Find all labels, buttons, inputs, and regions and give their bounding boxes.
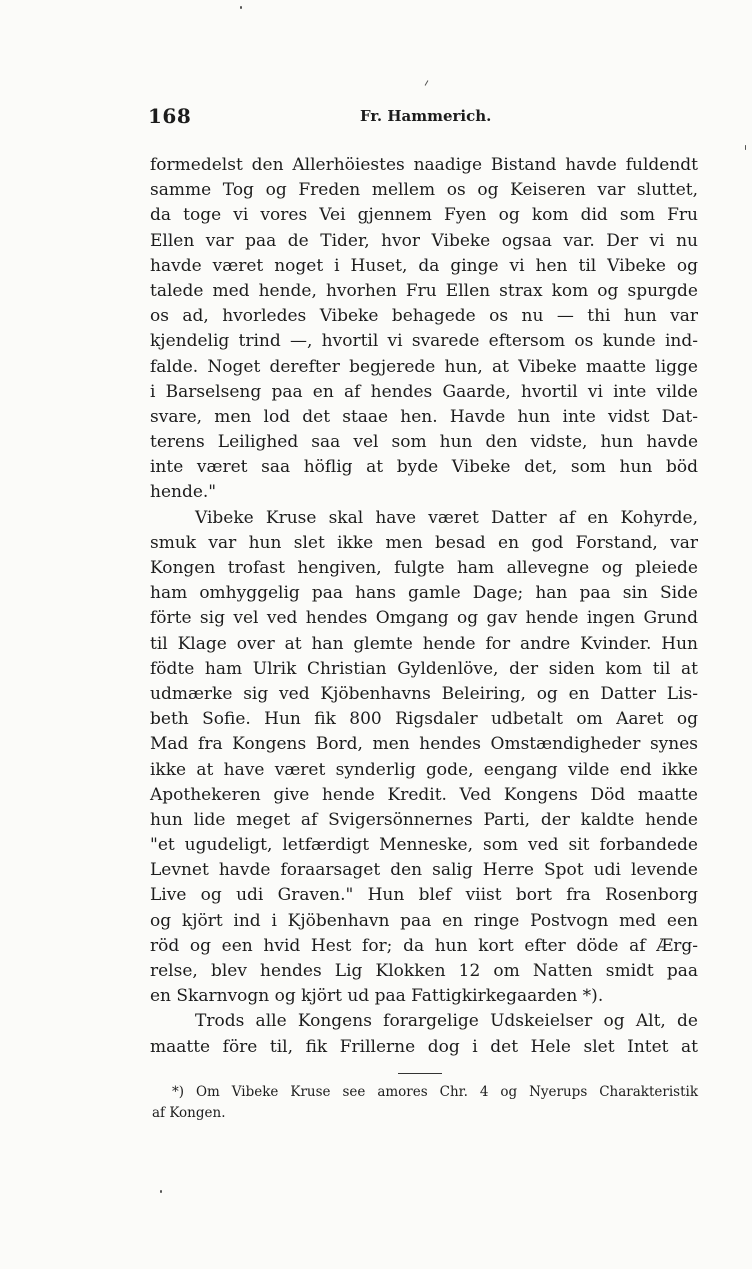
text-line: formedelst den Allerhöiestes naadige Bistand havde fuldendt <box>150 155 698 175</box>
text-line: samme Tog og Freden mellem os og Keiseren var sluttet, <box>150 180 698 201</box>
text-line: havde været noget i Huset, da ginge vi hen til Vibeke og <box>150 255 698 276</box>
text-line: förte sig vel ved hendes Omgang og gav hende ingen Grund <box>150 608 698 629</box>
text-line: udmærke sig ved Kjöbenhavns Beleiring, og en Datter Lis- <box>150 683 698 704</box>
text-line: til Klage over at han glemte hende for andre Kvinder. Hun <box>150 633 698 654</box>
text-line: falde. Noget derefter begjerede hun, at Vibeke maatte ligge <box>150 356 698 377</box>
footnote-rule <box>398 1073 442 1074</box>
text-line: Kongen trofast hengiven, fulgte ham allevegne og pleiede <box>150 558 698 578</box>
text-line: maatte före til, fik Frillerne dog i det Hele slet Intet at <box>150 1036 698 1057</box>
footnote-line: *) Om Vibeke Kruse see amores Chr. 4 og Nyerups Charakteristik <box>172 1084 698 1100</box>
text-line: os ad, hvorledes Vibeke behagede os nu — thi hun var <box>150 306 698 327</box>
paragraph-first-line: Vibeke Kruse skal have været Datter af en Kohyrde, <box>195 507 698 528</box>
paper-speck <box>160 1190 162 1193</box>
text-line: hende." <box>150 482 217 503</box>
text-line: Mad fra Kongens Bord, men hendes Omstændigheder synes <box>150 734 698 755</box>
text-line: talede med hende, hvorhen Fru Ellen strax kom og spurgde <box>150 280 698 301</box>
footnote-line: af Kongen. <box>152 1105 226 1121</box>
page-number: 168 <box>148 104 192 128</box>
text-line: ham omhyggelig paa hans gamle Dage; han paa sin Side <box>150 583 698 604</box>
text-line: inte været saa höflig at byde Vibeke det, som hun böd <box>150 457 698 478</box>
text-line: beth Sofie. Hun fik 800 Rigsdaler udbetalt om Aaret og <box>150 709 698 730</box>
text-line: födte ham Ulrik Christian Gyldenlöve, der siden kom til at <box>150 658 698 679</box>
running-head: Fr. Hammerich. <box>360 107 492 125</box>
paragraph-first-line: Trods alle Kongens forargelige Udskeielser og Alt, de <box>195 1011 698 1032</box>
paper-speck <box>425 80 429 86</box>
text-line: Apothekeren give hende Kredit. Ved Kongens Död maatte <box>150 784 698 805</box>
text-line: relse, blev hendes Lig Klokken 12 om Natten smidt paa <box>150 961 698 981</box>
text-line: Ellen var paa de Tider, hvor Vibeke ogsaa var. Der vi nu <box>150 230 698 251</box>
text-line: "et ugudeligt, letfærdigt Menneske, som ved sit forbandede <box>150 835 698 856</box>
text-line: i Barselseng paa en af hendes Gaarde, hvortil vi inte vilde <box>150 381 698 402</box>
text-line: kjendelig trind —, hvortil vi svarede eftersom os kunde ind- <box>150 331 698 352</box>
text-line: terens Leilighed saa vel som hun den vidste, hun havde <box>150 432 698 453</box>
paper-speck <box>240 6 242 9</box>
body-text <box>150 153 698 1060</box>
text-line: en Skarnvogn og kjört ud paa Fattigkirkegaarden *). <box>150 986 604 1007</box>
text-line: Live og udi Graven." Hun blef viist bort fra Rosenborg <box>150 885 698 906</box>
text-line: og kjört ind i Kjöbenhavn paa en ringe Postvogn med een <box>150 910 698 931</box>
text-line: svare, men lod det staae hen. Havde hun inte vidst Dat- <box>150 406 698 427</box>
text-line: hun lide meget af Svigersönnernes Parti, der kaldte hende <box>150 809 698 830</box>
page-header <box>148 104 698 134</box>
text-line: smuk var hun slet ikke men besad en god Forstand, var <box>150 532 698 553</box>
text-line: röd og een hvid Hest for; da hun kort efter döde af Ærg- <box>150 935 698 956</box>
text-line: ikke at have været synderlig gode, eengang vilde end ikke <box>150 759 698 780</box>
footnote <box>152 1082 698 1124</box>
paper-speck <box>745 145 746 150</box>
text-line: Levnet havde foraarsaget den salig Herre Spot udi levende <box>150 860 698 881</box>
text-line: da toge vi vores Vei gjennem Fyen og kom did som Fru <box>150 205 698 226</box>
